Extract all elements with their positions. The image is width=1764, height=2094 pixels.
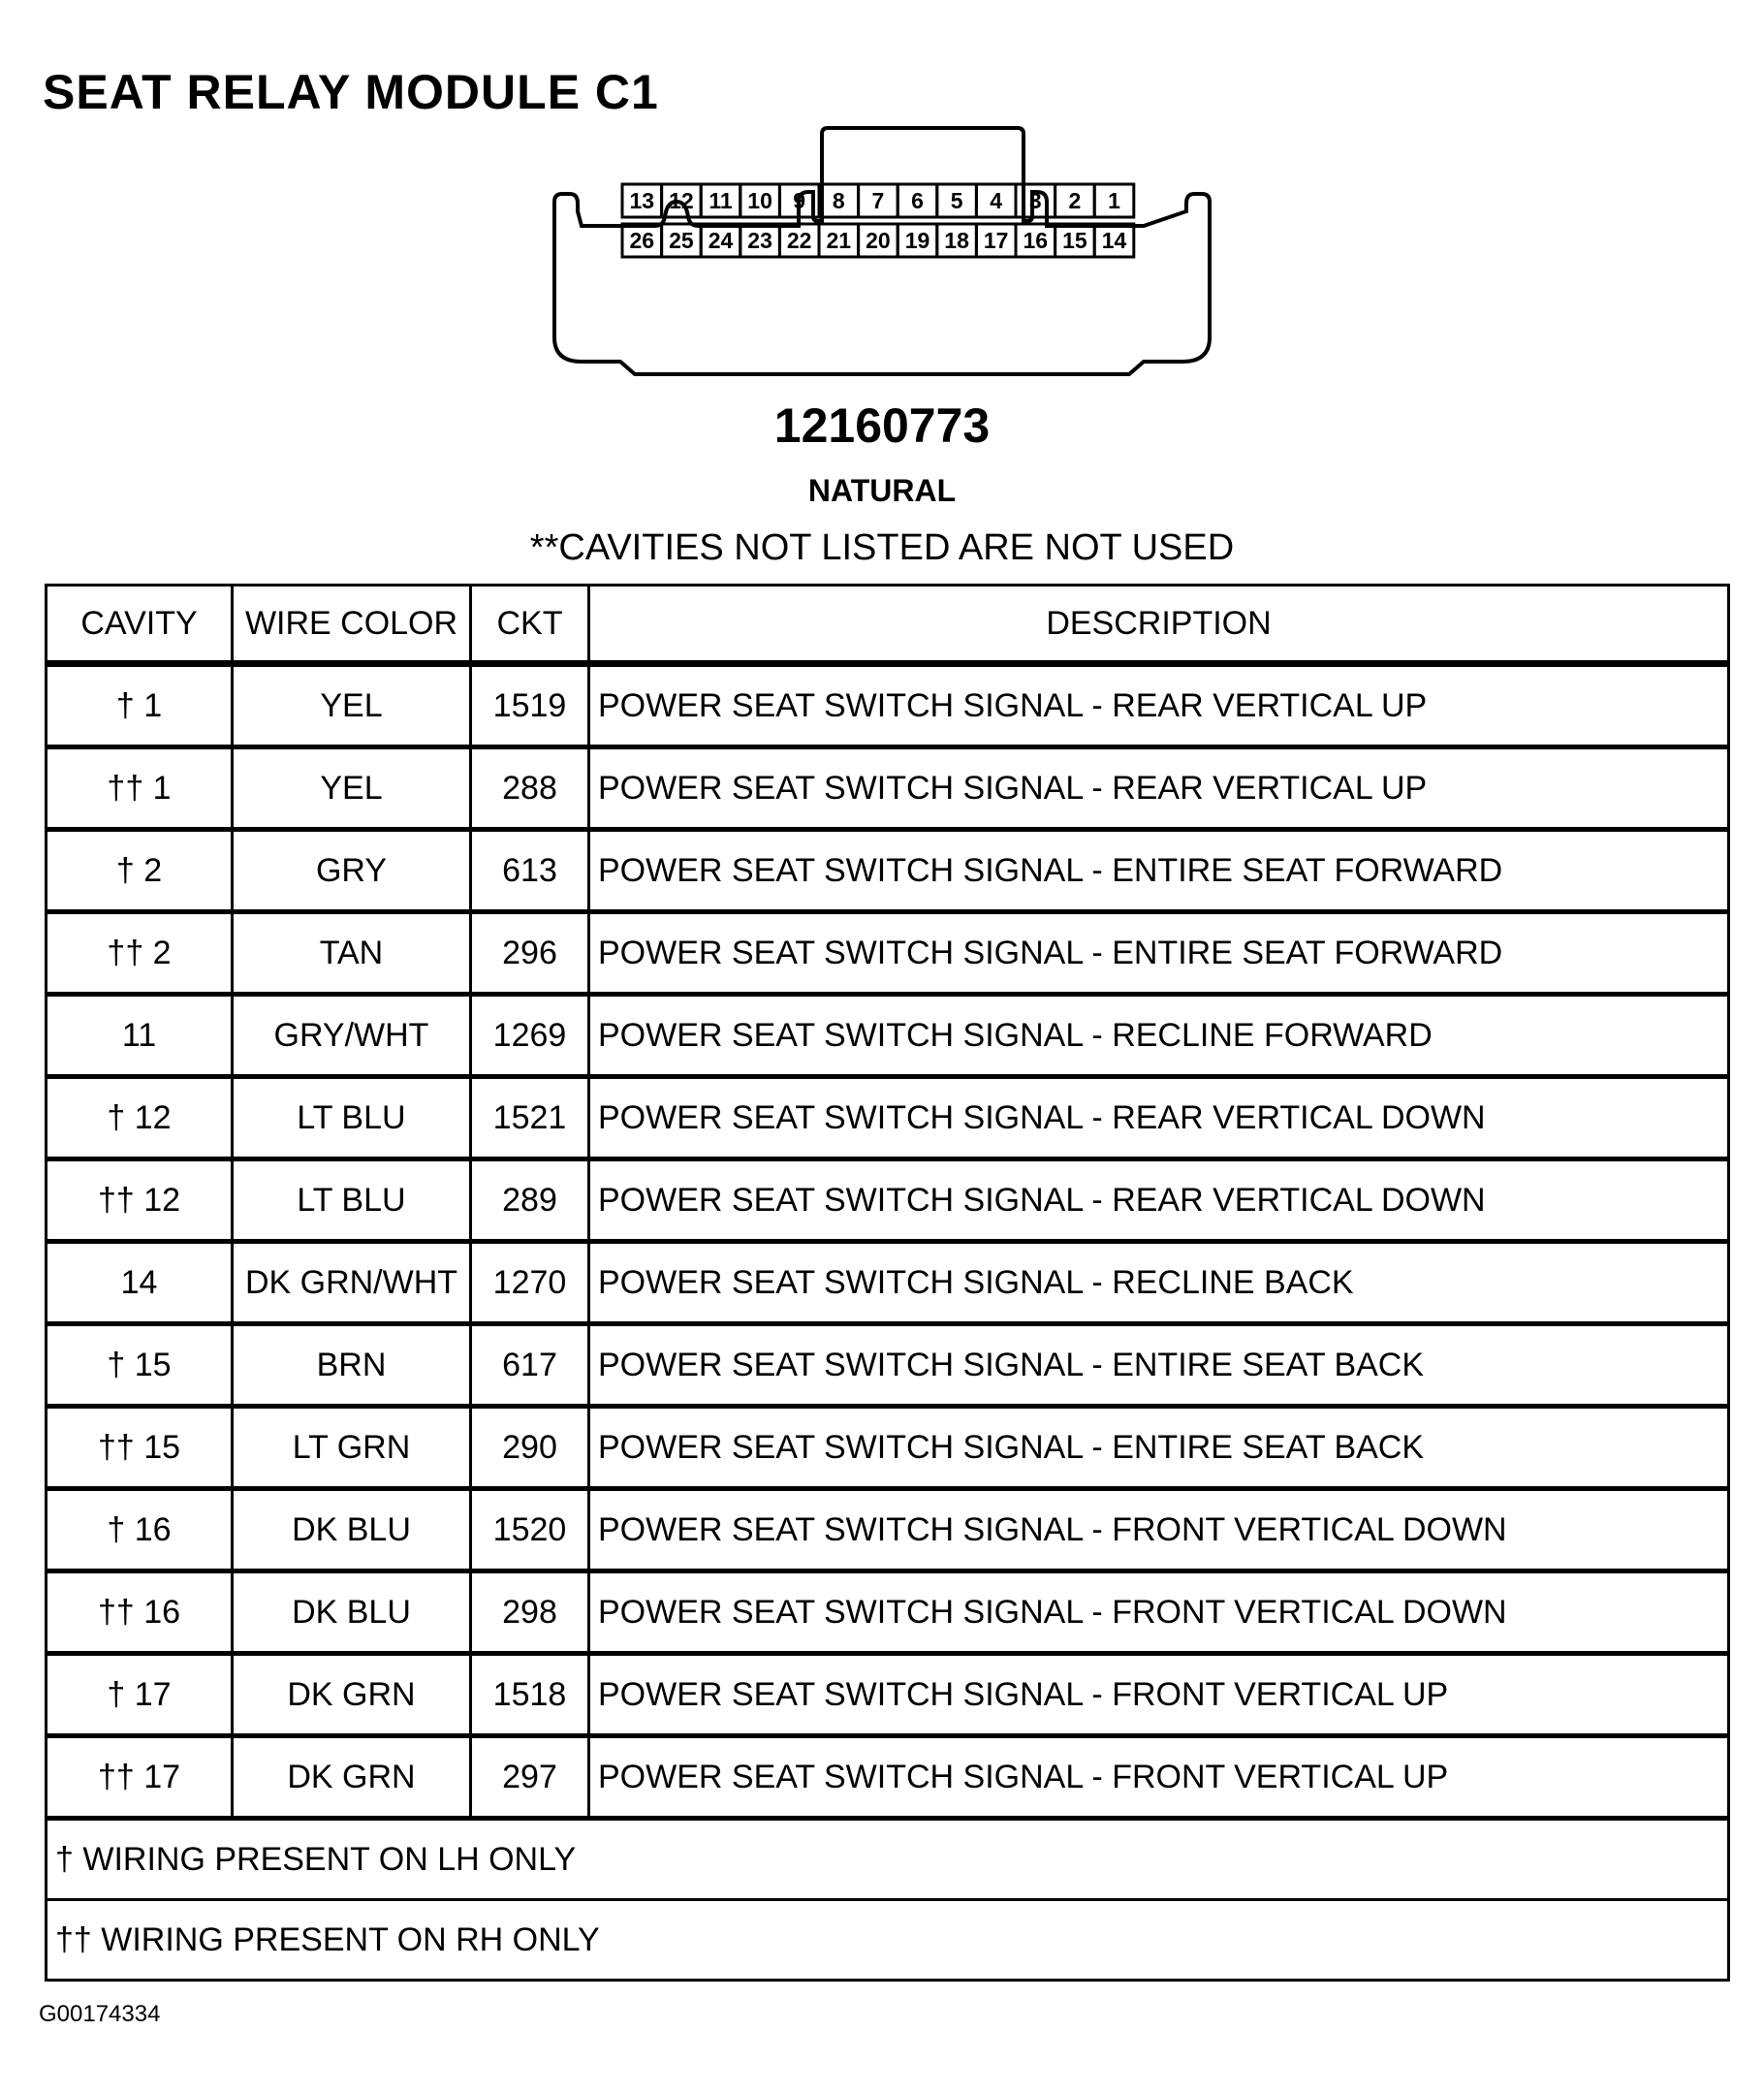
ckt-cell: 1519 [471, 664, 589, 747]
header-wire-color: WIRE COLOR [233, 586, 471, 664]
wire-color-cell: LT BLU [233, 1159, 471, 1242]
pin-number: 15 [1062, 228, 1087, 253]
page-title: SEAT RELAY MODULE C1 [43, 65, 659, 119]
pin-number: 7 [871, 188, 885, 213]
pin-number: 6 [911, 188, 924, 213]
wire-color-cell: TAN [233, 912, 471, 995]
pin-number: 3 [1028, 188, 1042, 213]
description-cell: POWER SEAT SWITCH SIGNAL - ENTIRE SEAT FORWARD [589, 912, 1729, 995]
cavity-cell: †† 15 [47, 1407, 233, 1489]
pin-number: 16 [1023, 228, 1049, 253]
cavity-cell: †† 17 [47, 1736, 233, 1819]
ckt-cell: 297 [471, 1736, 589, 1819]
wire-color-cell: DK GRN/WHT [233, 1242, 471, 1324]
cavity-cell: † 17 [47, 1654, 233, 1736]
ckt-cell: 298 [471, 1571, 589, 1654]
header-description: DESCRIPTION [589, 586, 1729, 664]
figure-id: G00174334 [39, 2001, 161, 2027]
cavity-cell: 14 [47, 1242, 233, 1324]
ckt-cell: 288 [471, 747, 589, 830]
pin-number: 1 [1108, 188, 1120, 213]
pin-number: 5 [950, 188, 963, 213]
table-row [47, 1407, 1729, 1489]
description-cell: POWER SEAT SWITCH SIGNAL - RECLINE FORWARD [589, 995, 1729, 1077]
pin-number: 13 [629, 188, 655, 213]
part-color: NATURAL [807, 473, 957, 508]
table-row [47, 1077, 1729, 1159]
pinout-table [45, 584, 1730, 1982]
description-cell: POWER SEAT SWITCH SIGNAL - FRONT VERTICAL UP [589, 1654, 1729, 1736]
pin-number: 8 [832, 188, 845, 213]
pin-number: 14 [1101, 228, 1127, 253]
pin-number: 24 [708, 228, 734, 253]
table-row [47, 995, 1729, 1077]
table-row [47, 1654, 1729, 1736]
table-row [47, 664, 1729, 747]
table-row [47, 1571, 1729, 1654]
cavity-cell: †† 1 [47, 747, 233, 830]
wire-color-cell: BRN [233, 1324, 471, 1407]
pin-number: 4 [990, 188, 1003, 213]
wire-color-cell: YEL [233, 664, 471, 747]
cavity-cell: † 12 [47, 1077, 233, 1159]
cavity-cell: †† 2 [47, 912, 233, 995]
footnote-row [47, 1900, 1729, 1981]
description-cell: POWER SEAT SWITCH SIGNAL - ENTIRE SEAT BACK [589, 1407, 1729, 1489]
ckt-cell: 617 [471, 1324, 589, 1407]
description-cell: POWER SEAT SWITCH SIGNAL - RECLINE BACK [589, 1242, 1729, 1324]
table-row [47, 1159, 1729, 1242]
header-cavity: CAVITY [47, 586, 233, 664]
wire-color-cell: GRY/WHT [233, 995, 471, 1077]
pin-number: 25 [669, 228, 694, 253]
pin-number: 11 [709, 188, 733, 213]
pin-number: 10 [747, 188, 772, 213]
ckt-cell: 1269 [471, 995, 589, 1077]
description-cell: POWER SEAT SWITCH SIGNAL - REAR VERTICAL DOWN [589, 1159, 1729, 1242]
cavity-cell: † 16 [47, 1489, 233, 1571]
pin-number: 19 [904, 228, 930, 253]
unused-cavities-note: **CAVITIES NOT LISTED ARE NOT USED [529, 527, 1235, 568]
pin-number: 9 [793, 188, 806, 213]
cavity-cell: † 2 [47, 830, 233, 912]
cavity-cell: †† 16 [47, 1571, 233, 1654]
wire-color-cell: YEL [233, 747, 471, 830]
ckt-cell: 290 [471, 1407, 589, 1489]
pin-number: 18 [944, 228, 969, 253]
connector-diagram [543, 124, 1221, 376]
table-row [47, 912, 1729, 995]
wire-color-cell: LT BLU [233, 1077, 471, 1159]
cavity-cell: †† 12 [47, 1159, 233, 1242]
description-cell: POWER SEAT SWITCH SIGNAL - ENTIRE SEAT FORWARD [589, 830, 1729, 912]
pin-number: 22 [786, 228, 812, 253]
description-cell: POWER SEAT SWITCH SIGNAL - REAR VERTICAL UP [589, 664, 1729, 747]
ckt-cell: 1270 [471, 1242, 589, 1324]
ckt-cell: 1521 [471, 1077, 589, 1159]
wire-color-cell: DK BLU [233, 1571, 471, 1654]
cavity-cell: † 1 [47, 664, 233, 747]
pin-number: 20 [866, 228, 891, 253]
cavity-cell: 11 [47, 995, 233, 1077]
table-row [47, 830, 1729, 912]
table-row [47, 1489, 1729, 1571]
ckt-cell: 296 [471, 912, 589, 995]
pin-number: 17 [983, 228, 1009, 253]
description-cell: POWER SEAT SWITCH SIGNAL - REAR VERTICAL DOWN [589, 1077, 1729, 1159]
wire-color-cell: DK BLU [233, 1489, 471, 1571]
pin-grid [622, 184, 1134, 257]
pin-number: 2 [1068, 188, 1082, 213]
wire-color-cell: DK GRN [233, 1736, 471, 1819]
ckt-cell: 613 [471, 830, 589, 912]
table-row [47, 1324, 1729, 1407]
pin-number: 12 [669, 188, 694, 213]
pin-number: 21 [826, 228, 852, 253]
cavity-cell: † 15 [47, 1324, 233, 1407]
ckt-cell: 1520 [471, 1489, 589, 1571]
pin-number: 26 [629, 228, 655, 253]
description-cell: POWER SEAT SWITCH SIGNAL - FRONT VERTICAL DOWN [589, 1571, 1729, 1654]
wire-color-cell: DK GRN [233, 1654, 471, 1736]
ckt-cell: 289 [471, 1159, 589, 1242]
wire-color-cell: GRY [233, 830, 471, 912]
footnote-lh: † WIRING PRESENT ON LH ONLY [47, 1819, 1729, 1900]
description-cell: POWER SEAT SWITCH SIGNAL - REAR VERTICAL UP [589, 747, 1729, 830]
pin-number: 23 [747, 228, 772, 253]
description-cell: POWER SEAT SWITCH SIGNAL - FRONT VERTICAL DOWN [589, 1489, 1729, 1571]
footnote-rh: †† WIRING PRESENT ON RH ONLY [47, 1900, 1729, 1981]
description-cell: POWER SEAT SWITCH SIGNAL - ENTIRE SEAT BACK [589, 1324, 1729, 1407]
ckt-cell: 1518 [471, 1654, 589, 1736]
footnote-row [47, 1819, 1729, 1900]
part-number: 12160773 [773, 398, 991, 453]
description-cell: POWER SEAT SWITCH SIGNAL - FRONT VERTICAL UP [589, 1736, 1729, 1819]
table-row [47, 1242, 1729, 1324]
table-row [47, 747, 1729, 830]
table-row [47, 1736, 1729, 1819]
wire-color-cell: LT GRN [233, 1407, 471, 1489]
table-header-row [47, 586, 1729, 664]
header-ckt: CKT [471, 586, 589, 664]
